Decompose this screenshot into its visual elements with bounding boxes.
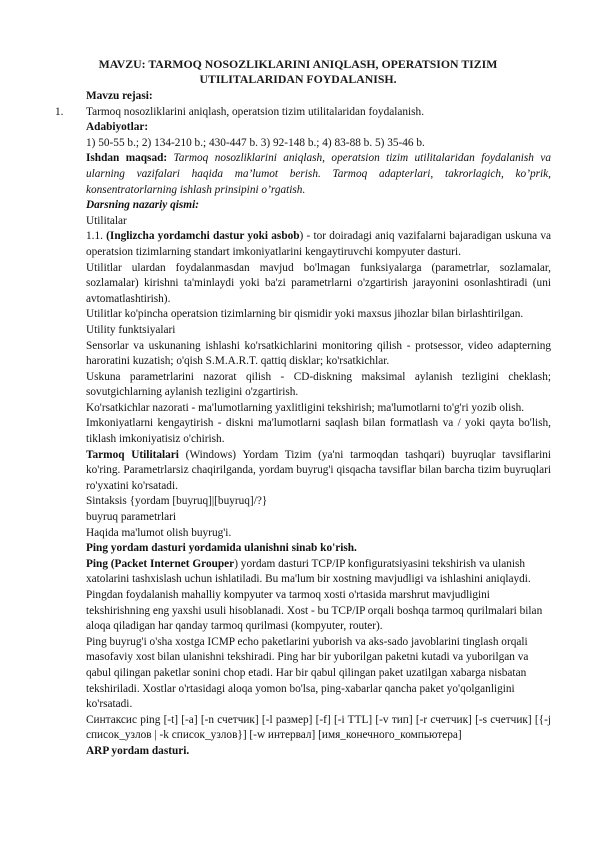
plan-heading: Mavzu rejasi: <box>86 90 153 102</box>
goal-text: Tarmoq nosozliklarini aniqlash, operatsion tizim utilitalaridan foydalanish va ularning vazifalari haqida ma’lumot berish. Tarmoq adapterlari, takrorlagich, ko’prik, konsentratorlarning ishlash prinsipini o’rgatish. <box>86 152 551 196</box>
document-body <box>55 89 552 760</box>
sensors-paragraph: Sensorlar va uskunaning ishlashi ko'rsatkichlarini monitoring qilish - protsessor, video adapterning haroratini kuzatish; o'qish S.M.A.R.T. qattiq disklar; ko'rsatkichlar. <box>86 339 551 368</box>
ping-heading: Ping yordam dasturi yordamida ulanishni sinab ko'rish. <box>86 542 357 555</box>
plan-item-text: Tarmoq nosozliklarini aniqlash, operatsion tizim utilitalaridan foydalanish. <box>86 105 425 118</box>
indicators-paragraph: Ko'rsatkichlar nazorati - ma'lumotlarning yaxlitligini tekshirish; ma'lumotlarni to'g'ri yozib olish. <box>86 401 525 414</box>
ping-rest: ) yordam dasturi TCP/IP konfiguratsiyasini tekshirish va ulanish xatolarini tashxislash uchun ishlatiladi. Bu ma'lum bir xostning mavjudligi va ishlashini aniqlaydi. Pingdan foydalanish mahalliy kompyuter va tarmoq xosti o'rtasida marshrut mavjudligini tekshirishning eng yaxshi usuli hisoblanadi. Xost - bu TCP/IP orqali boshqa tarmoq qurilmalari bilan aloqa qiladigan har qanday tarmoq qurilmasi (kompyuter, router). <box>86 557 543 633</box>
syntax-line: Sintaksis {yordam [buyruq]|[buyruq]/?} <box>86 495 268 508</box>
ping-paragraph-2: Ping buyrug'i o'sha xostga ICMP echo paketlarini yuborish va aks-sado javoblarini tinglash orqali masofaviy xost bilan ulanishni tekshiradi. Ping har bir yuborilgan paketni kutadi va yuborilgan va qabul qilingan paketlar sonini chop etadi. Har bir qabul qilingan paket uzatilgan xabarga nisbatan tekshiriladi. Xostlar o'rtasidagi aloqa yomon bo'lsa, ping-xabarlar qancha paket yo'qolganligini ko'rsatadi. <box>86 635 529 711</box>
param-line: buyruq parametrlari <box>86 511 177 524</box>
ping-paragraph <box>86 557 551 635</box>
ping-syntax: Синтаксис ping [-t] [-a] [-n счетчик] [-l размер] [-f] [-i TTL] [-v тип] [-r счетчик] [-s счетчик] [{-j список_узлов | -k список_узлов}] [-w интервал] [имя_конечного_компьютера] <box>86 713 551 742</box>
definition-paragraph <box>86 229 551 260</box>
goal-label: Ishdan maqsad: <box>86 152 168 165</box>
page-title <box>60 57 536 87</box>
plan-list-item <box>55 105 551 121</box>
network-utilities-bold: Tarmoq Utilitalari <box>86 448 179 461</box>
expand-paragraph: Imkoniyatlarni kengaytirish - diskni ma'lumotlarni saqlash bilan formatlash va / yoki qayta bo'lish, tiklash imkoniyatisiz o'chirish. <box>86 417 551 446</box>
definition-rest: ) - tor doiradagi aniq vazifalarni bajaradigan uskuna va operatsion tizimlarning standart imkoniyatlarini kengaytiruvchi kompyuter dasturi. <box>86 230 551 258</box>
network-utilities-paragraph <box>86 448 551 495</box>
network-utilities-rest: (Windows) Yordam Tizim (ya'ni tarmoqdan tashqari) buyruqlar tavsiflarini ko'ring. Parametrlarsiz chaqirilganda, yordam buyrug'i qisqacha tavsiflar bilan barcha tizim buyruqlari ro'yxatini ko'rsatadi. <box>86 448 552 492</box>
usage-paragraph: Utilitlar ulardan foydalanmasdan mavjud bo'lmagan funksiyalarga (parametrlar, sozlamalar, sozlamalar) kirishni ta'minlaydi yoki ba'zi parametrlarni o'zgartirish jarayonini osonlashtiradi (uni avtomatlashtirish). <box>86 261 551 305</box>
functions-heading: Utility funktsiyalari <box>86 323 176 336</box>
plan-item-number: 1. <box>55 105 64 118</box>
theory-heading: Darsning nazariy qismi: <box>86 199 199 212</box>
title-line-2: UTILITALARIDAN FOYDALANISH. <box>199 72 397 87</box>
title-line-1: MAVZU: TARMOQ NOSOZLIKLARINI ANIQLASH, OPERATSION TIZIM <box>98 57 498 71</box>
literature-heading: Adabiyotlar: <box>86 121 149 134</box>
goal-paragraph <box>86 151 551 198</box>
arp-heading: ARP yordam dasturi. <box>86 744 190 757</box>
definition-bold: (Inglizcha yordamchi dastur yoki asbob <box>106 230 300 243</box>
params-paragraph: Uskuna parametrlarini nazorat qilish - CD-diskning maksimal aylanish tezligini cheklash; sovutgichlarning aylanish tezligini o'zgartirish. <box>86 370 551 399</box>
info-line: Haqida ma'lumot olish buyrug'i. <box>86 526 232 539</box>
utilities-heading: Utilitalar <box>86 214 127 227</box>
ping-bold: Ping (Packet Internet Grouper <box>86 557 235 570</box>
special-paragraph: Utilitlar ko'pincha operatsion tizimlarning bir qismidir yoki maxsus jihozlar bilan birlashtirilgan. <box>86 308 524 321</box>
definition-prefix: 1.1. <box>86 230 107 243</box>
literature-text: 1) 50-55 b.; 2) 134-210 b.; 430-447 b. 3) 92-148 b.; 4) 83-88 b. 5) 35-46 b. <box>86 136 425 149</box>
